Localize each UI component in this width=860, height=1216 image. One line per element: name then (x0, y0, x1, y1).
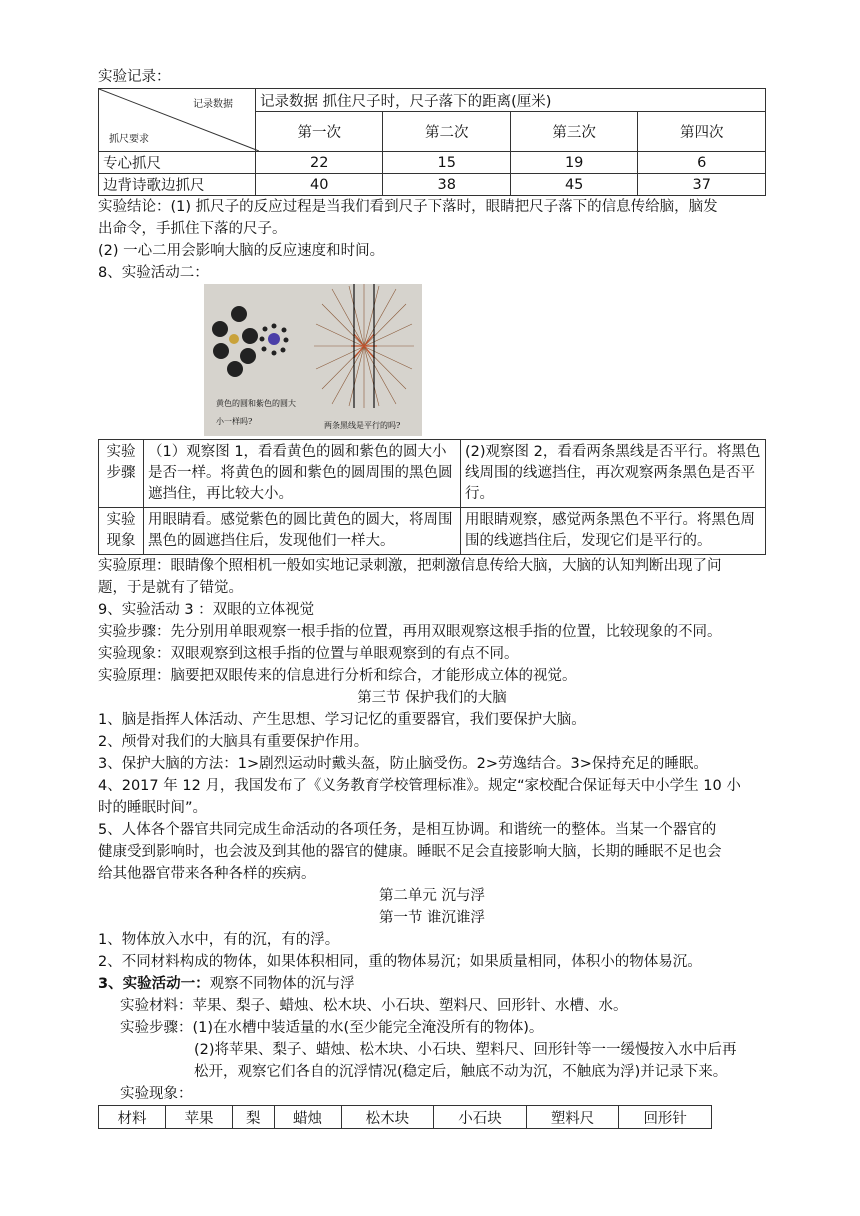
cell-value: 45 (510, 174, 637, 196)
list-item: 5、人体各个器官共同完成生命活动的各项任务，是相互协调。和谐统一的整体。当某一个器官的 (98, 822, 717, 838)
conclusion-line: (2) 一心二用会影响大脑的反应速度和时间。 (98, 243, 385, 259)
table-row (99, 508, 766, 555)
list-item: 2、不同材料构成的物体，如果体积相同，重的物体易沉；如果质量相同，体积小的物体易沉。 (98, 954, 702, 970)
row-header-line: 步骤 (106, 465, 136, 481)
table-row (99, 152, 766, 174)
diag-top-label: 记录数据 (193, 99, 233, 110)
caption-line: 小一样吗? (216, 417, 253, 426)
materials-line: 实验材料：苹果、梨子、蜡烛、松木块、小石块、塑料尺、回形针、水槽、水。 (120, 998, 628, 1014)
row-label: 边背诗歌边抓尺 (99, 174, 256, 196)
cell-value: 19 (510, 152, 637, 174)
cell-value: 15 (383, 152, 510, 174)
activity3-steps: 实验步骤：先分别用单眼观察一根手指的位置，再用双眼观察这根手指的位置，比较现象的不同。 (98, 624, 722, 640)
principle-line: 实验原理：眼睛像个照相机一般如实地记录刺激，把刺激信息传给大脑，大脑的认知判断出现了问 (98, 558, 722, 574)
activity1-heading (98, 973, 766, 995)
table-header-cell: 塑料尺 (526, 1106, 619, 1129)
table-header-cell: 小石块 (434, 1106, 527, 1129)
col-header: 第二次 (383, 112, 510, 152)
col-header: 第四次 (638, 112, 766, 152)
cell-value: 40 (256, 174, 383, 196)
diag-bottom-label: 抓尺要求 (109, 134, 149, 145)
activity2-table (98, 439, 766, 555)
step2-line: 松开，观察它们各自的沉浮情况(稳定后，触底不动为沉，不触底为浮)并记录下来。 (194, 1064, 728, 1080)
row-label: 专心抓尺 (99, 152, 256, 174)
row-header (99, 508, 144, 555)
record-header-title: 记录数据 抓住尺子时，尺子落下的距离(厘米) (256, 89, 766, 112)
cell-value: 22 (256, 152, 383, 174)
table-header-cell: 材料 (99, 1106, 166, 1129)
cell-value: 37 (638, 174, 766, 196)
table-header-cell: 苹果 (166, 1106, 233, 1129)
activity3-phenom: 实验现象：双眼观察到这根手指的位置与单眼观察到的有点不同。 (98, 646, 519, 662)
row-header (99, 440, 144, 508)
unit2-title: 第二单元 沉与浮 (378, 888, 486, 904)
conclusion-line: 实验结论：(1) 抓尺子的反应过程是当我们看到尺子下落时，眼睛把尺子落下的信息传给脑，脑发 (98, 199, 718, 215)
table-header-cell: 蜡烛 (274, 1106, 341, 1129)
diagonal-header-cell (99, 89, 256, 152)
cell-value: 6 (638, 152, 766, 174)
step2-line: (2)将苹果、梨子、蜡烛、松木块、小石块、塑料尺、回形针等一一缓慢按入水中后再 (194, 1042, 737, 1058)
col-header: 第三次 (510, 112, 637, 152)
table-row (99, 174, 766, 196)
list-item: 1、物体放入水中，有的沉，有的浮。 (98, 932, 340, 948)
row-header-line: 实验 (106, 512, 136, 528)
principle-line: 题，于是就有了错觉。 (98, 580, 243, 596)
table-row (99, 440, 766, 508)
list-item: 健康受到影响时，也会波及到其他的器官的健康。睡眠不足会直接影响大脑，长期的睡眠不足也会 (98, 844, 722, 860)
illusion-figure (204, 284, 422, 436)
list-item: 2、颅骨对我们的大脑具有重要保护作用。 (98, 734, 369, 750)
activity1-title: 观察不同物体的沉与浮 (209, 976, 355, 992)
activity1-prefix: 3、实验活动一： (98, 976, 210, 992)
table-header-cell: 梨 (233, 1106, 274, 1129)
steps-left: （1）观察图 1，看看黄色的圆和紫色的圆大小是否一样。将黄色的圆和紫色的圆周围的黑色圆遮挡住，再比较大小。 (144, 440, 461, 508)
document-page (98, 66, 766, 1129)
list-item: 时的睡眠时间”。 (98, 800, 208, 816)
cell-value: 38 (383, 174, 510, 196)
list-item: 给其他器官带来各种各样的疾病。 (98, 866, 316, 882)
table-header-cell: 松木块 (341, 1106, 434, 1129)
unit2-section1-title: 第一节 谁沉谁浮 (378, 910, 486, 926)
steps-right: (2)观察图 2，看看两条黑线是否平行。将黑色线周围的线遮挡住，再次观察两条黑色是否平行。 (461, 440, 766, 508)
activity2-title: 8、实验活动二： (98, 265, 209, 281)
list-item: 4、2017 年 12 月，我国发布了《义务教育学校管理标准》。规定“家校配合保证每天中小学生 10 小 (98, 778, 741, 794)
row-header-line: 现象 (106, 533, 136, 549)
activity3-title: 9、实验活动 3 ：双眼的立体视觉 (98, 602, 315, 618)
table-row (99, 1106, 712, 1129)
conclusion-line: 出命令，手抓住下落的尺子。 (98, 221, 287, 237)
figure-caption-right: 两条黑线是平行的吗? (324, 421, 401, 430)
row-header-line: 实验 (106, 444, 136, 460)
phenom-line: 实验现象： (120, 1086, 193, 1102)
list-item: 3、保护大脑的方法：1>剧烈运动时戴头盔，防止脑受伤。2>劳逸结合。3>保持充足的睡眠。 (98, 756, 708, 772)
caption-line: 黄色的圆和紫色的圆大 (216, 399, 296, 408)
record-table (98, 88, 766, 196)
record-heading: 实验记录： (98, 69, 171, 85)
phenom-left: 用眼睛看。感觉紫色的圆比黄色的圆大，将周围黑色的圆遮挡住后，发现他们一样大。 (144, 508, 461, 555)
table-header-cell: 回形针 (619, 1106, 712, 1129)
list-item: 1、脑是指挥人体活动、产生思想、学习记忆的重要器官，我们要保护大脑。 (98, 712, 586, 728)
activity3-principle: 实验原理：脑要把双眼传来的信息进行分析和综合，才能形成立体的视觉。 (98, 668, 577, 684)
step1-line: 实验步骤：(1)在水槽中装适量的水(至少能完全淹没所有的物体)。 (120, 1020, 544, 1036)
phenom-right: 用眼睛观察，感觉两条黑色不平行。将黑色周围的线遮挡住后，发现它们是平行的。 (461, 508, 766, 555)
col-header: 第一次 (256, 112, 383, 152)
materials-table (98, 1105, 712, 1129)
section3-title: 第三节 保护我们的大脑 (357, 690, 507, 706)
figure-caption-left (216, 398, 296, 427)
